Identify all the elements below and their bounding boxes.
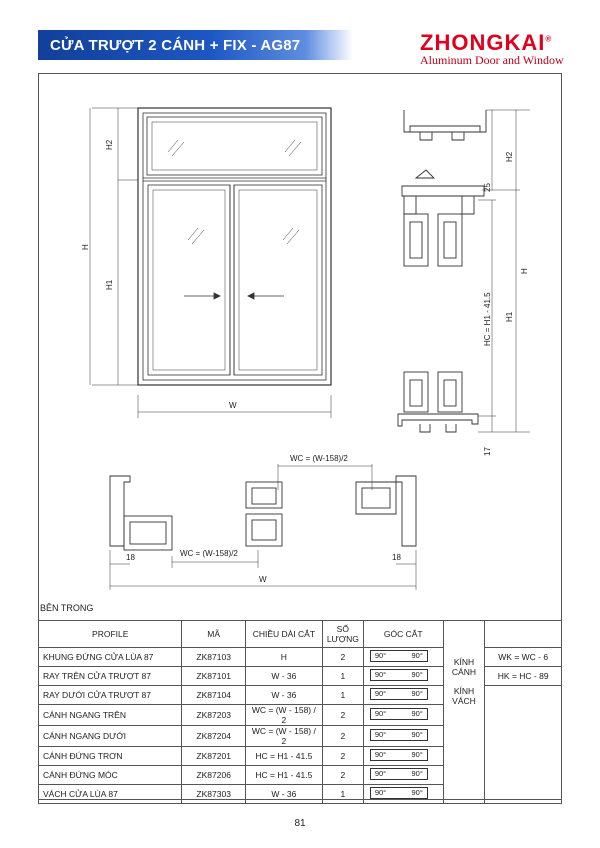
header-qty: SỐ LƯỢNG [322,621,363,648]
angle-2: 90° [411,709,423,718]
brand-name: ZHONGKAI [420,30,546,55]
glass-kinh-canh [443,648,485,686]
cell-length: W - 36 [245,785,322,804]
table-row [39,648,562,667]
glass-blank [485,766,562,785]
table-row [39,785,562,804]
section-label: BÊN TRONG [40,603,94,613]
glass-blank [485,726,562,747]
cell-length: W - 36 [245,667,322,686]
dim-h: H [81,244,90,250]
glass-kinh-canh-2: CÁNH [451,666,477,677]
page-number: 81 [294,818,306,829]
cell-qty: 2 [322,747,363,766]
table-row [39,686,562,705]
window-elevation [138,108,331,385]
dim-w-bottom: W [259,575,267,584]
cell-qty: 2 [322,648,363,667]
dim-w: W [229,401,237,410]
dim-hc: HC = H1 - 41.5 [483,292,492,346]
header-length: CHIỀU DÀI CẮT [245,621,322,648]
dim-h2: H2 [105,139,114,150]
vertical-section [398,110,486,432]
angle-1: 90° [374,730,387,739]
angle-1: 90° [374,670,387,679]
cell-angle [363,785,443,804]
dim-wc-bottom: WC = (W-158)/2 [180,549,238,558]
table-row [39,766,562,785]
glass-blank [485,705,562,726]
cell-profile: CÁNH NGANG TRÊN [39,705,182,726]
cell-code: ZK87103 [182,648,245,667]
cell-code: ZK87101 [182,667,245,686]
cell-code: ZK87201 [182,747,245,766]
glass-blank [443,726,485,747]
cell-code: ZK87104 [182,686,245,705]
cell-profile: VÁCH CỬA LÙA 87 [39,785,182,804]
angle-2: 90° [411,769,423,778]
glass-blank [443,785,485,804]
dim-18-right: 18 [392,553,401,562]
angle-1: 90° [374,709,387,718]
cell-profile: RAY TRÊN CỬA TRƯỢT 87 [39,667,182,686]
glass-blank [485,785,562,804]
cell-code: ZK87206 [182,766,245,785]
horizontal-section [110,476,416,550]
header-code: MÃ [182,621,245,648]
cell-angle [363,705,443,726]
header-angle: GÓC CẮT [363,621,443,648]
glass-hk: HK = HC - 89 [485,667,562,686]
dim-h2-right: H2 [505,151,514,162]
cell-qty: 1 [322,667,363,686]
cell-angle [363,667,443,686]
glass-kinh-vach-1: KÍNH [453,685,475,696]
angle-2: 90° [411,689,423,698]
cell-profile: KHUNG ĐỨNG CỬA LÙA 87 [39,648,182,667]
cell-qty: 1 [322,686,363,705]
table-row [39,726,562,747]
cell-qty: 2 [322,766,363,785]
cell-profile: CÁNH ĐỨNG MÓC [39,766,182,785]
registered-icon: ® [545,34,553,44]
angle-2: 90° [411,750,423,759]
angle-1: 90° [374,788,387,797]
header-profile: PROFILE [39,621,182,648]
angle-1: 90° [374,750,387,759]
dim-18-left: 18 [126,553,135,562]
glass-blank [485,747,562,766]
cell-angle [363,747,443,766]
cell-code: ZK87204 [182,726,245,747]
glass-blank [443,747,485,766]
angle-2: 90° [411,651,423,660]
dim-h1: H1 [105,279,114,290]
dim-h-right: H [520,268,529,274]
cell-angle [363,766,443,785]
cell-profile: RAY DƯỚI CỬA TRƯỢT 87 [39,686,182,705]
angle-1: 90° [374,689,387,698]
angle-2: 90° [411,730,423,739]
dim-17: 17 [483,447,492,456]
cell-length: W - 36 [245,686,322,705]
dim-h1-right: H1 [505,311,514,322]
cell-length: WC = (W - 158) / 2 [245,705,322,726]
cell-profile: CÁNH ĐỨNG TRƠN [39,747,182,766]
glass-kinh-canh-1: KÍNH [453,656,475,667]
header-glass-spacer-2 [485,621,562,648]
cell-angle [363,648,443,667]
cutting-table [38,620,562,804]
dim-25: 25 [483,183,492,192]
angle-1: 90° [374,651,387,660]
cell-code: ZK87203 [182,705,245,726]
header-glass-spacer [443,621,485,648]
angle-2: 90° [411,670,423,679]
glass-wk: WK = WC - 6 [485,648,562,667]
cell-length: HC = H1 - 41.5 [245,766,322,785]
glass-blank [485,686,562,705]
cell-qty: 1 [322,785,363,804]
cell-qty: 2 [322,705,363,726]
cell-length: HC = H1 - 41.5 [245,747,322,766]
cell-length: H [245,648,322,667]
cell-length: WC = (W - 158) / 2 [245,726,322,747]
cell-qty: 2 [322,726,363,747]
cell-angle [363,726,443,747]
table-row [39,747,562,766]
page-title: CỬA TRƯỢT 2 CÁNH + FIX - AG87 [50,37,301,54]
cell-angle [363,686,443,705]
brand-tagline: Aluminum Door and Window [420,53,564,67]
glass-kinh-vach-2: VÁCH [452,695,476,706]
cell-profile: CÁNH NGANG DƯỚI [39,726,182,747]
angle-1: 90° [374,769,387,778]
glass-blank [443,766,485,785]
glass-kinh-vach [443,686,485,726]
dim-wc-top: WC = (W-158)/2 [290,454,348,463]
angle-2: 90° [411,788,423,797]
cell-code: ZK87303 [182,785,245,804]
